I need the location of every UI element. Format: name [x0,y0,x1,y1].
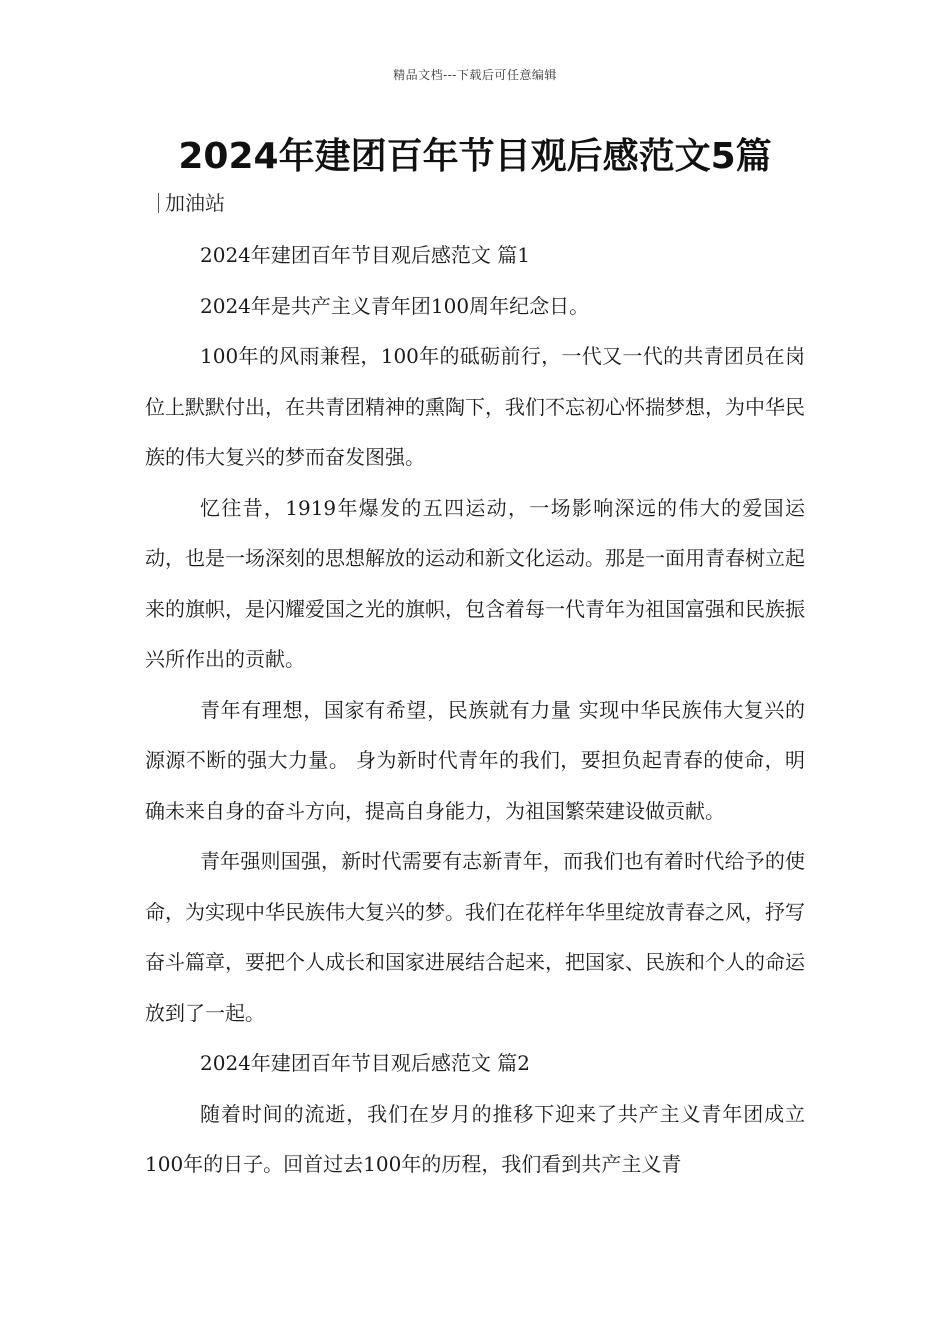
paragraph: 青年强则国强，新时代需要有志新青年，而我们也有着时代给予的使命，为实现中华民族伟大复兴的梦。我们在花样年华里绽放青春之风，抒写奋斗篇章，要把个人成长和国家进展结合起来，把国家、民族和个人的命运放到了一起。 [145,849,805,1025]
source-label: 加油站 [165,191,225,215]
paragraph: 忆往昔，1919年爆发的五四运动，一场影响深远的伟大的爱国运动，也是一场深刻的思想解放的运动和新文化运动。那是一面用青春树立起来的旗帜，是闪耀爱国之光的旗帜，包含着每一代青年为祖国富强和民族振兴所作出的贡献。 [145,495,805,671]
paragraph: 2024年是共产主义青年团100周年纪念日。 [200,293,590,318]
page-header: 精品文档---下载后可任意编辑 [393,68,557,82]
paragraph: 100年的风雨兼程，100年的砥砺前行，一代又一代的共青团员在岗位上默默付出，在共青团精神的熏陶下，我们不忘初心怀揣梦想，为中华民族的伟大复兴的梦而奋发图强。 [145,344,805,469]
section-heading: 2024年建团百年节目观后感范文 篇1 [200,243,530,267]
document-body [145,230,805,1190]
source-divider [158,193,159,213]
paragraph: 青年有理想，国家有希望，民族就有力量 实现中华民族伟大复兴的源源不断的强大力量。 身为新时代青年的我们，要担负起青春的使命，明确未来自身的奋斗方向，提高自身能力，为祖国繁荣建设做贡献。 [145,697,805,823]
paragraph: 随着时间的流逝，我们在岁月的推移下迎来了共产主义青年团成立100年的日子。回首过去100年的历程，我们看到共产主义青 [145,1101,805,1176]
source-line [158,187,225,216]
section-heading: 2024年建团百年节目观后感范文 篇2 [200,1051,530,1075]
document-title: 2024年建团百年节目观后感范文5篇 [178,136,772,177]
